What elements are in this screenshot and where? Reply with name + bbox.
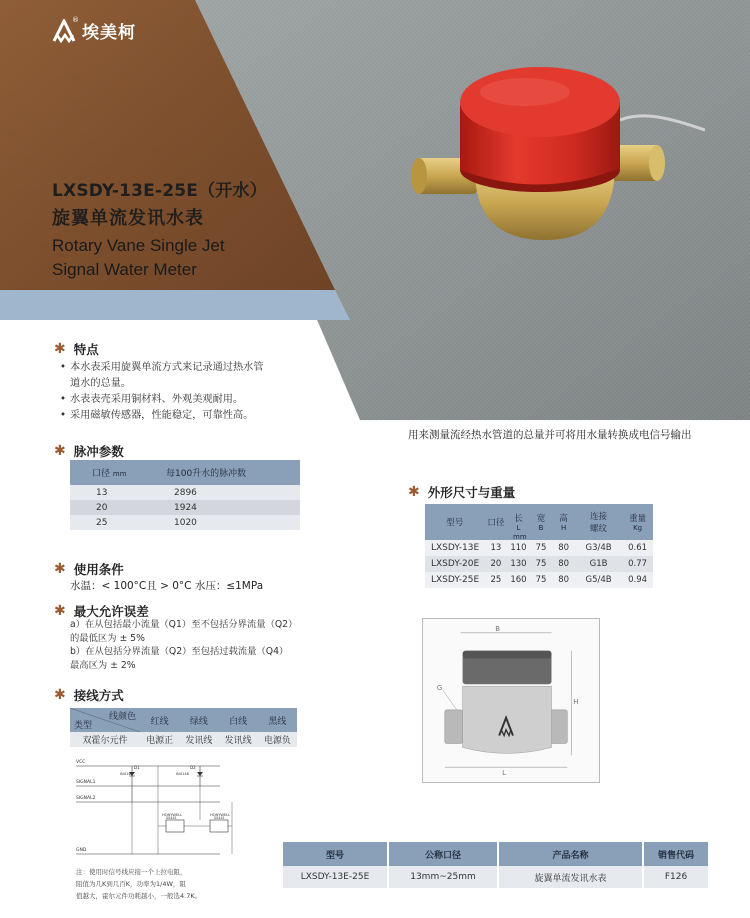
svg-text:HONYWELL: HONYWELL	[162, 813, 183, 817]
brand-name: 埃美柯	[82, 23, 136, 43]
wiring-note: 注：使用时信号线应接一个上拉电阻， 阻值为几K到几百K，功率为1/4W，阻 值越大，霍尔元件功耗越小，一般选4.7K。	[76, 868, 202, 900]
wiring-heading: ✱ 接线方式	[54, 687, 124, 703]
pulse-col-pulses: 每100升水的脉冲数	[152, 460, 300, 485]
table-row: LXSDY-20E 20 130 75 80 G1B 0.77	[425, 556, 653, 572]
wire-green-header: 绿线	[179, 708, 218, 732]
svg-text:IN4148: IN4148	[120, 772, 133, 776]
dimensions-heading: ✱ 外形尺寸与重量	[408, 484, 516, 500]
vcc-label: VCC	[76, 760, 86, 765]
table-row: 13 2896	[70, 485, 300, 500]
table-row: 双霍尔元件 电源正 发讯线 发讯线 电源负	[70, 732, 297, 747]
star-icon: ✱	[54, 341, 66, 357]
svg-text:D1: D1	[134, 765, 140, 770]
dim-g-label: G	[436, 684, 443, 693]
star-icon: ✱	[54, 443, 66, 459]
product-caption: 用来测量流经热水管道的总量并可将用水量转换成电信号输出	[408, 429, 692, 441]
signal1-label: SIGNAL1	[76, 780, 96, 785]
diode-2-symbol	[197, 772, 203, 776]
dim-col-model: 型号	[425, 504, 485, 540]
dim-h-label: H	[573, 697, 579, 706]
product-model-title: LXSDY-13E-25E（开水）	[52, 181, 267, 201]
product-info-table	[283, 842, 708, 888]
table-row: 25 1020	[70, 515, 300, 530]
error-heading: ✱ 最大允许误差	[54, 603, 149, 619]
wiring-corner-header: 线颜色 类型	[70, 708, 140, 732]
svg-text:HONYWELL: HONYWELL	[210, 813, 231, 817]
svg-text:SS441: SS441	[166, 816, 177, 820]
dim-mm-label: mm	[513, 533, 527, 541]
table-row: LXSDY-13E-25E 13mm~25mm 旋翼单流发讯水表 F126	[283, 866, 708, 888]
water-meter-photo	[405, 50, 705, 250]
features-list	[60, 360, 264, 424]
dim-col-b: 宽 B	[530, 504, 553, 540]
dim-col-thread: 连接 螺纹	[575, 504, 622, 540]
list-item: • 水表表壳采用铜材料、外观美观耐用。	[60, 392, 264, 408]
list-item: • 采用磁敏传感器，性能稳定，可靠性高。	[60, 408, 264, 424]
signal2-label: SIGNAL2	[76, 796, 96, 801]
info-col-caliber: 公称口径	[388, 842, 498, 866]
wire-red-header: 红线	[140, 708, 179, 732]
registered-mark: ®	[72, 16, 79, 24]
star-icon: ✱	[408, 484, 420, 500]
dimensions-table	[425, 504, 653, 588]
wiring-table	[70, 708, 297, 747]
dim-col-weight: 重量 Kg	[622, 504, 653, 540]
svg-text:SS441: SS441	[214, 816, 225, 820]
wiring-circuit-diagram	[70, 758, 300, 858]
dim-col-caliber: 口径	[485, 504, 508, 540]
table-row: 20 1924	[70, 500, 300, 515]
conditions-text: 水温：< 100°C且 > 0°C 水压：≤1MPa	[70, 580, 264, 592]
list-item: 道水的总量。	[70, 378, 132, 389]
list-item: • 本水表采用旋翼单流方式来记录通过热水管	[60, 360, 264, 376]
conditions-heading: ✱ 使用条件	[54, 561, 124, 577]
wire-black-header: 黑线	[258, 708, 297, 732]
info-col-code: 销售代码	[643, 842, 708, 866]
hall-sensor-1	[166, 820, 184, 832]
gnd-label: GND	[76, 848, 87, 853]
svg-text:IN4148: IN4148	[176, 772, 189, 776]
info-col-model: 型号	[283, 842, 388, 866]
features-heading: ✱ 特点	[54, 341, 99, 357]
hall-sensor-2	[210, 820, 228, 832]
pulse-table	[70, 460, 300, 530]
product-name-cn: 旋翼单流发讯水表	[52, 208, 204, 229]
star-icon: ✱	[54, 687, 66, 703]
info-col-name: 产品名称	[498, 842, 643, 866]
star-icon: ✱	[54, 603, 66, 619]
dim-col-l: 长 L	[507, 504, 530, 540]
star-icon: ✱	[54, 561, 66, 577]
dimension-drawing	[422, 618, 600, 783]
pulse-col-caliber: 口径 mm	[70, 460, 152, 485]
product-name-en-2: Signal Water Meter	[52, 260, 197, 279]
pulse-heading: ✱ 脉冲参数	[54, 443, 124, 459]
product-title-block	[52, 176, 267, 282]
error-text: a）在从包括最小流量（Q1）至不包括分界流量（Q2） 的最低区为 ± 5% b）在从包括分界流量（Q2）至包括过载流量（Q4） 最高区为 ± 2%	[70, 619, 298, 671]
table-row: LXSDY-13E 13 110 75 80 G3/4B 0.61	[425, 540, 653, 556]
model-suffix: （开水）	[198, 181, 267, 201]
dim-l-label: L	[502, 769, 506, 778]
dim-b-label: B	[495, 624, 500, 633]
brand-logo	[52, 18, 136, 43]
svg-text:D2: D2	[190, 765, 196, 770]
table-row: LXSDY-25E 25 160 75 80 G5/4B 0.94	[425, 572, 653, 588]
dim-col-h: 高 H	[552, 504, 575, 540]
wire-white-header: 白线	[219, 708, 258, 732]
product-name-en-1: Rotary Vane Single Jet	[52, 236, 225, 255]
